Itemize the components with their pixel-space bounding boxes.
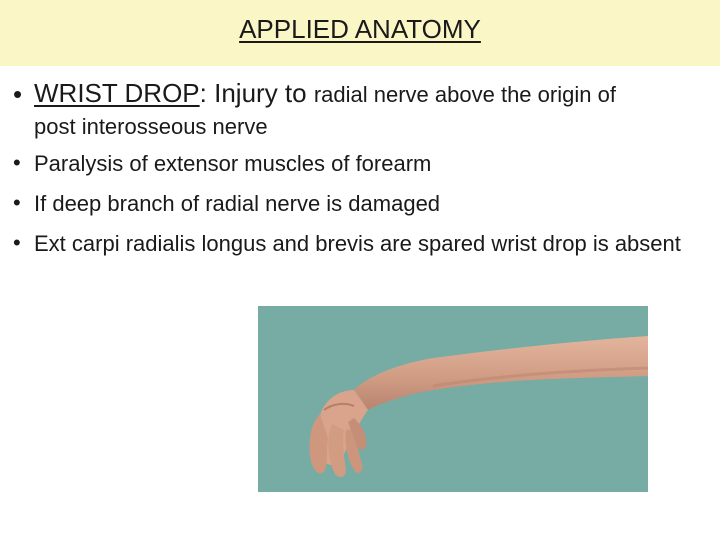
bullet-list [0, 72, 720, 312]
bullet-text [34, 76, 710, 142]
bullet-dot: • [13, 190, 21, 215]
bullet-dot: • [13, 230, 21, 255]
slide-title-text: APPLIED ANATOMY [239, 14, 481, 44]
bullet-rest: radial nerve above the origin of [313, 82, 616, 107]
bullet-dot: • [13, 150, 21, 175]
bullet-text: Paralysis of extensor muscles of forearm [34, 151, 432, 176]
bullet-text: Ext carpi radialis longus and brevis are spared wrist drop is absent [34, 231, 681, 256]
term-wrist-drop: WRIST DROP [34, 78, 200, 108]
wrist-drop-photo [258, 306, 648, 492]
bullet-continuation: post interosseous nerve [34, 114, 268, 139]
bullet-dot: • [13, 79, 23, 109]
bullet-lead: Injury to [214, 78, 307, 108]
term-colon: : [199, 78, 207, 108]
bullet-text: If deep branch of radial nerve is damaged [34, 191, 441, 216]
slide-title [0, 12, 720, 46]
